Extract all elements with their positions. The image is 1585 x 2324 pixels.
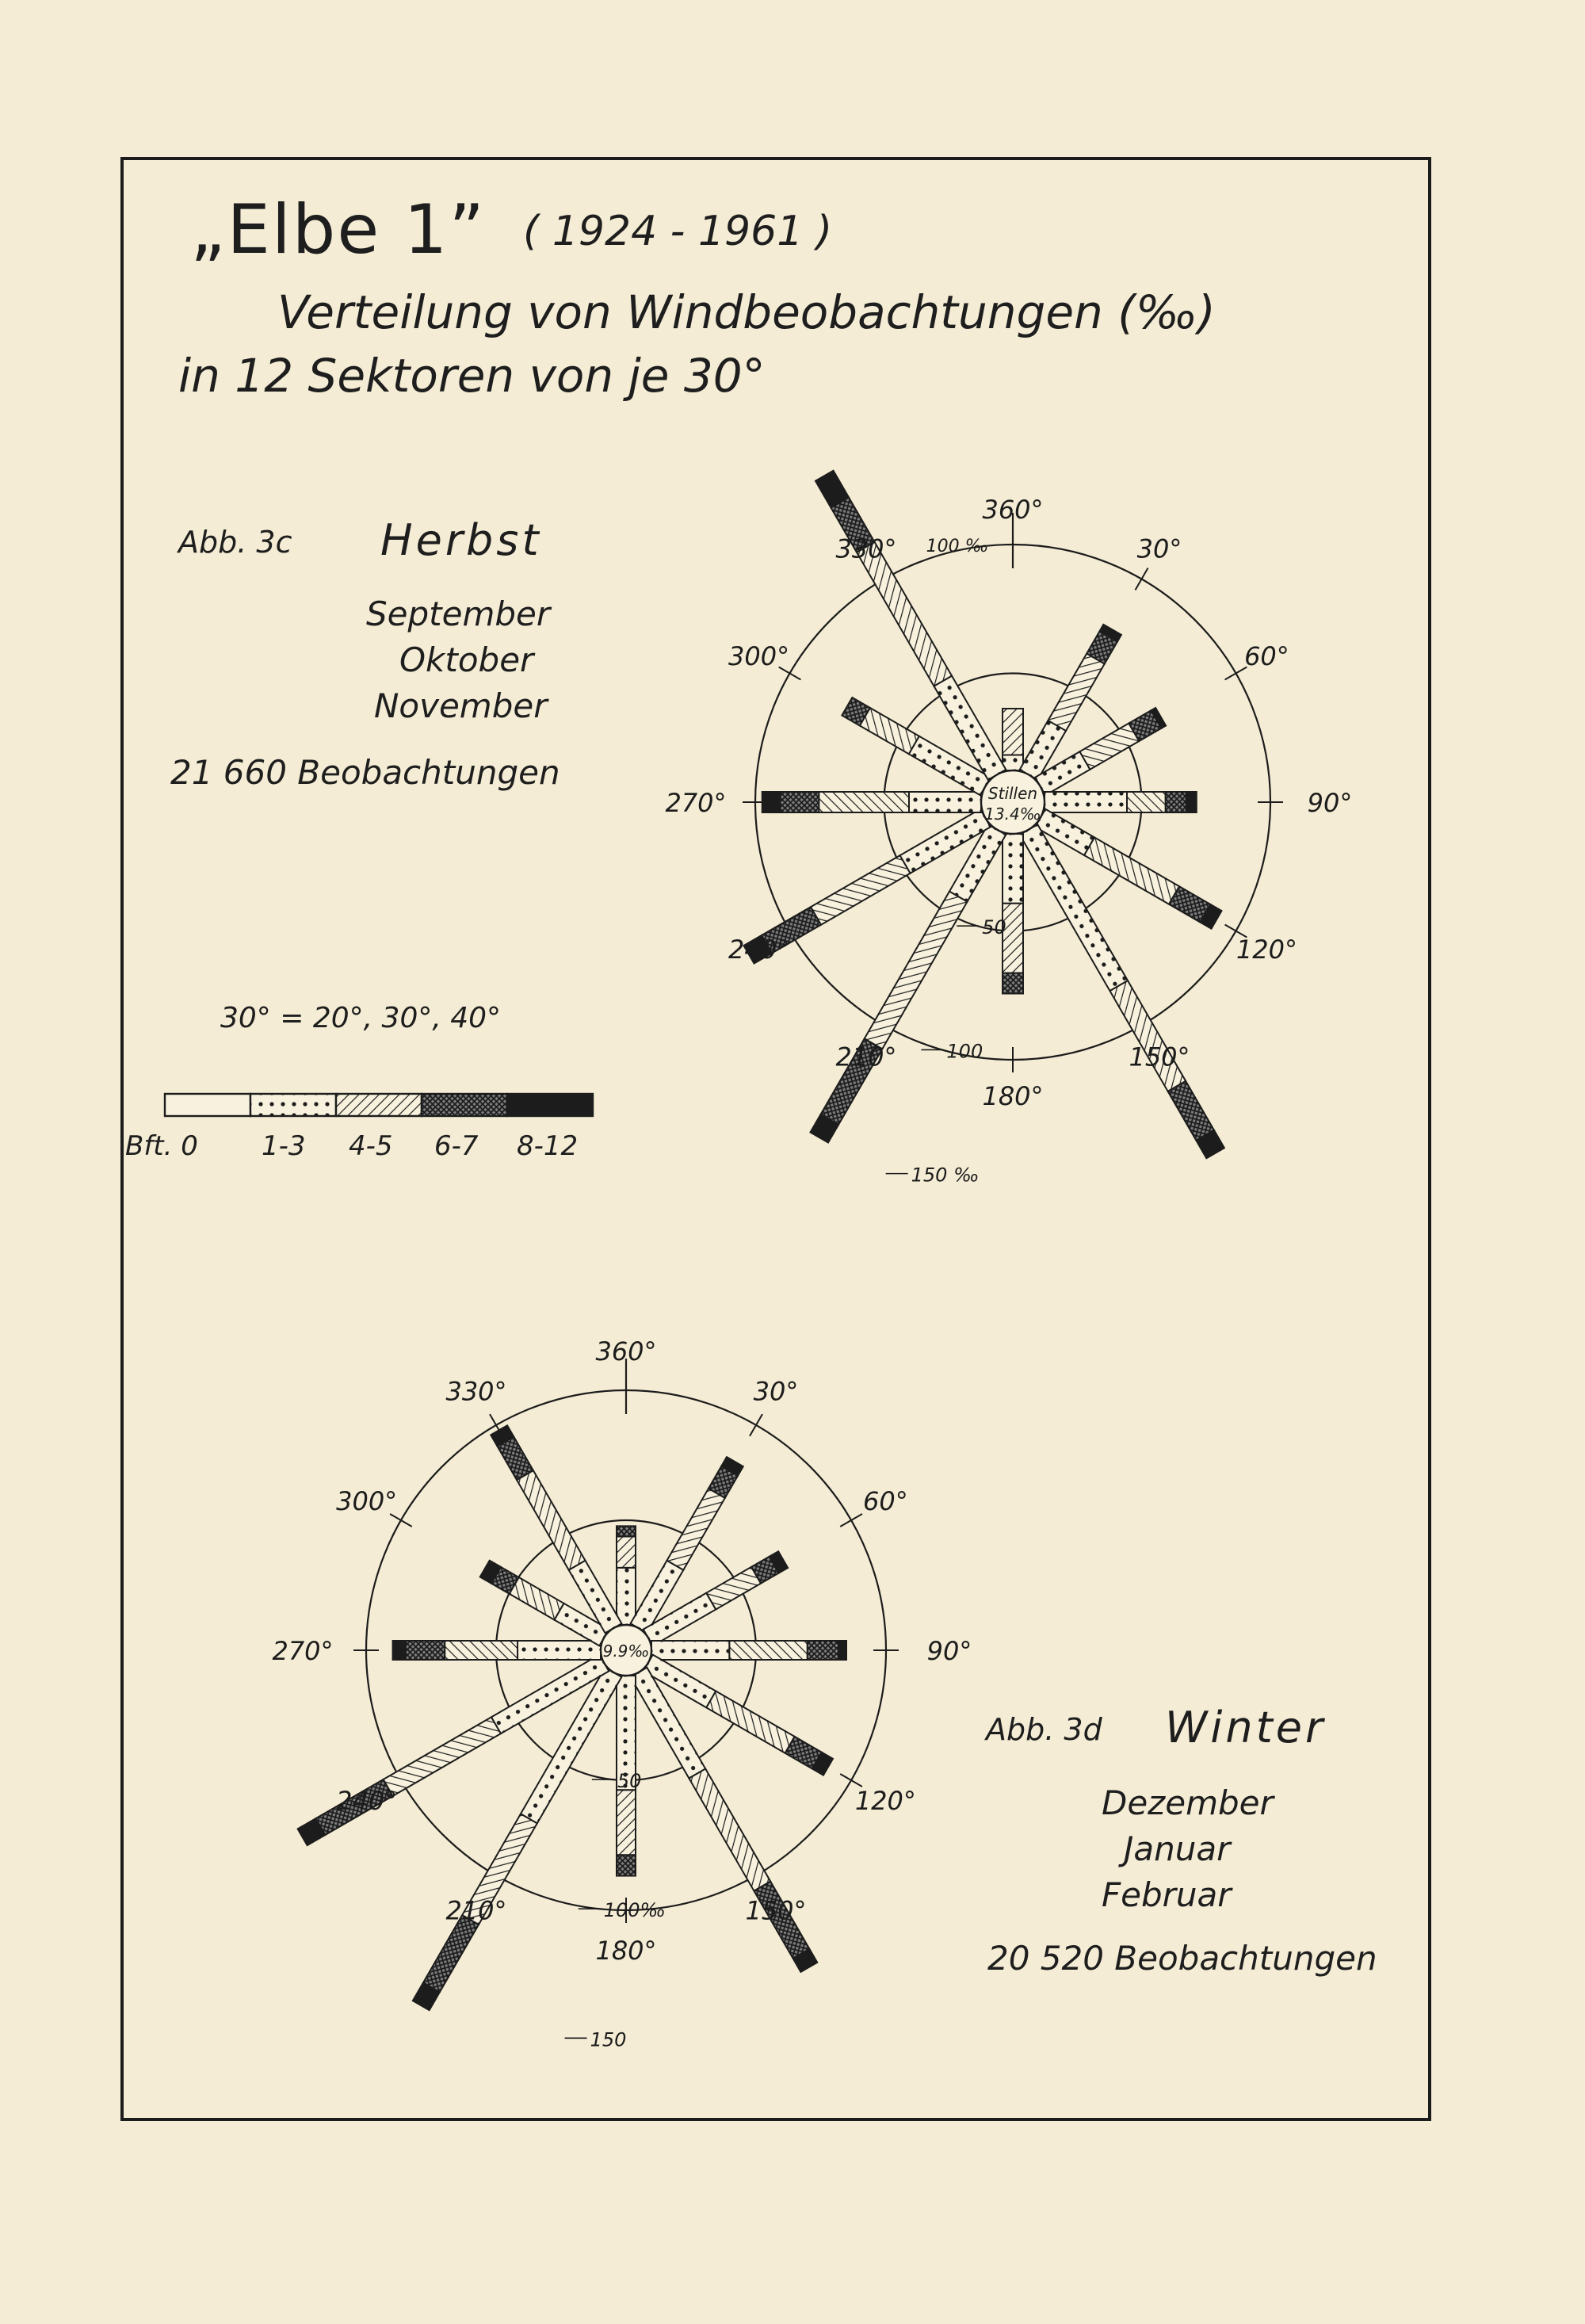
direction-label-300: 300° bbox=[336, 1486, 398, 1516]
direction-label-150: 150° bbox=[745, 1895, 807, 1926]
period-years: ( 1924 - 1961 ) bbox=[523, 208, 833, 255]
radial-tick-label: 50 bbox=[982, 916, 1006, 939]
month-label: Oktober bbox=[399, 640, 534, 679]
direction-label-210: 210° bbox=[445, 1895, 507, 1926]
figure-label-3c: Abb. 3c bbox=[178, 525, 292, 560]
direction-label-90: 90° bbox=[1307, 788, 1353, 818]
page-title: „Elbe 1” bbox=[190, 190, 486, 269]
radial-tick-label: 150 bbox=[590, 2028, 627, 2051]
direction-label-180: 180° bbox=[982, 1081, 1044, 1111]
direction-label-180: 180° bbox=[595, 1936, 657, 1966]
direction-label-120: 120° bbox=[1236, 935, 1297, 965]
month-label: Januar bbox=[1124, 1829, 1231, 1868]
ring-label-100: 100 ‰ bbox=[926, 536, 989, 556]
subtitle-line-2: in 12 Sektoren von je 30° bbox=[178, 349, 766, 403]
direction-label-0: 360° bbox=[982, 495, 1044, 525]
calm-label: Stillen bbox=[987, 784, 1038, 803]
direction-label-150: 150° bbox=[1129, 1042, 1190, 1072]
season-title-winter: Winter bbox=[1165, 1703, 1327, 1753]
direction-label-60: 60° bbox=[862, 1486, 908, 1516]
figure-label-3d: Abb. 3d bbox=[986, 1712, 1102, 1747]
page-frame bbox=[120, 157, 1431, 2121]
direction-label-60: 60° bbox=[1244, 641, 1289, 671]
observation-count: 21 660 Beobachtungen bbox=[170, 753, 560, 792]
radial-tick-label: 150 ‰ bbox=[911, 1164, 980, 1187]
observation-count: 20 520 Beobachtungen bbox=[987, 1939, 1377, 1978]
calm-value: 9.9‰ bbox=[602, 1642, 650, 1661]
direction-label-300: 300° bbox=[728, 641, 790, 671]
direction-label-0: 360° bbox=[595, 1336, 657, 1366]
calm-value: 13.4‰ bbox=[984, 805, 1041, 824]
month-label: Dezember bbox=[1102, 1783, 1274, 1822]
direction-label-330: 330° bbox=[445, 1376, 507, 1407]
direction-label-240: 240° bbox=[728, 935, 790, 965]
direction-label-30: 30° bbox=[753, 1376, 799, 1407]
scale-label-4-5: 4-5 bbox=[349, 1130, 393, 1162]
radial-tick-label: 100 bbox=[946, 1040, 983, 1063]
direction-label-270: 270° bbox=[665, 788, 727, 818]
subtitle-line-1: Verteilung von Windbeobachtungen (‰) bbox=[277, 285, 1216, 339]
season-title-herbst: Herbst bbox=[380, 515, 542, 565]
direction-label-330: 330° bbox=[835, 533, 897, 564]
scale-label-6-7: 6-7 bbox=[434, 1130, 479, 1162]
scale-label-8-12: 8-12 bbox=[517, 1130, 579, 1162]
scale-label-bft0: Bft. 0 bbox=[125, 1130, 198, 1162]
radial-tick-label: 100‰ bbox=[603, 1899, 666, 1922]
direction-label-270: 270° bbox=[272, 1636, 334, 1666]
direction-label-90: 90° bbox=[926, 1636, 972, 1666]
direction-label-210: 210° bbox=[835, 1042, 897, 1072]
scale-label-1-3: 1-3 bbox=[262, 1130, 306, 1162]
month-label: September bbox=[366, 594, 551, 633]
month-label: November bbox=[374, 686, 548, 725]
direction-label-120: 120° bbox=[854, 1786, 916, 1816]
direction-label-240: 240° bbox=[336, 1786, 398, 1816]
radial-tick-label: 50 bbox=[617, 1770, 642, 1793]
sector-formula: 30° = 20°, 30°, 40° bbox=[220, 1002, 502, 1034]
direction-label-30: 30° bbox=[1136, 533, 1182, 564]
month-label: Februar bbox=[1102, 1875, 1232, 1914]
